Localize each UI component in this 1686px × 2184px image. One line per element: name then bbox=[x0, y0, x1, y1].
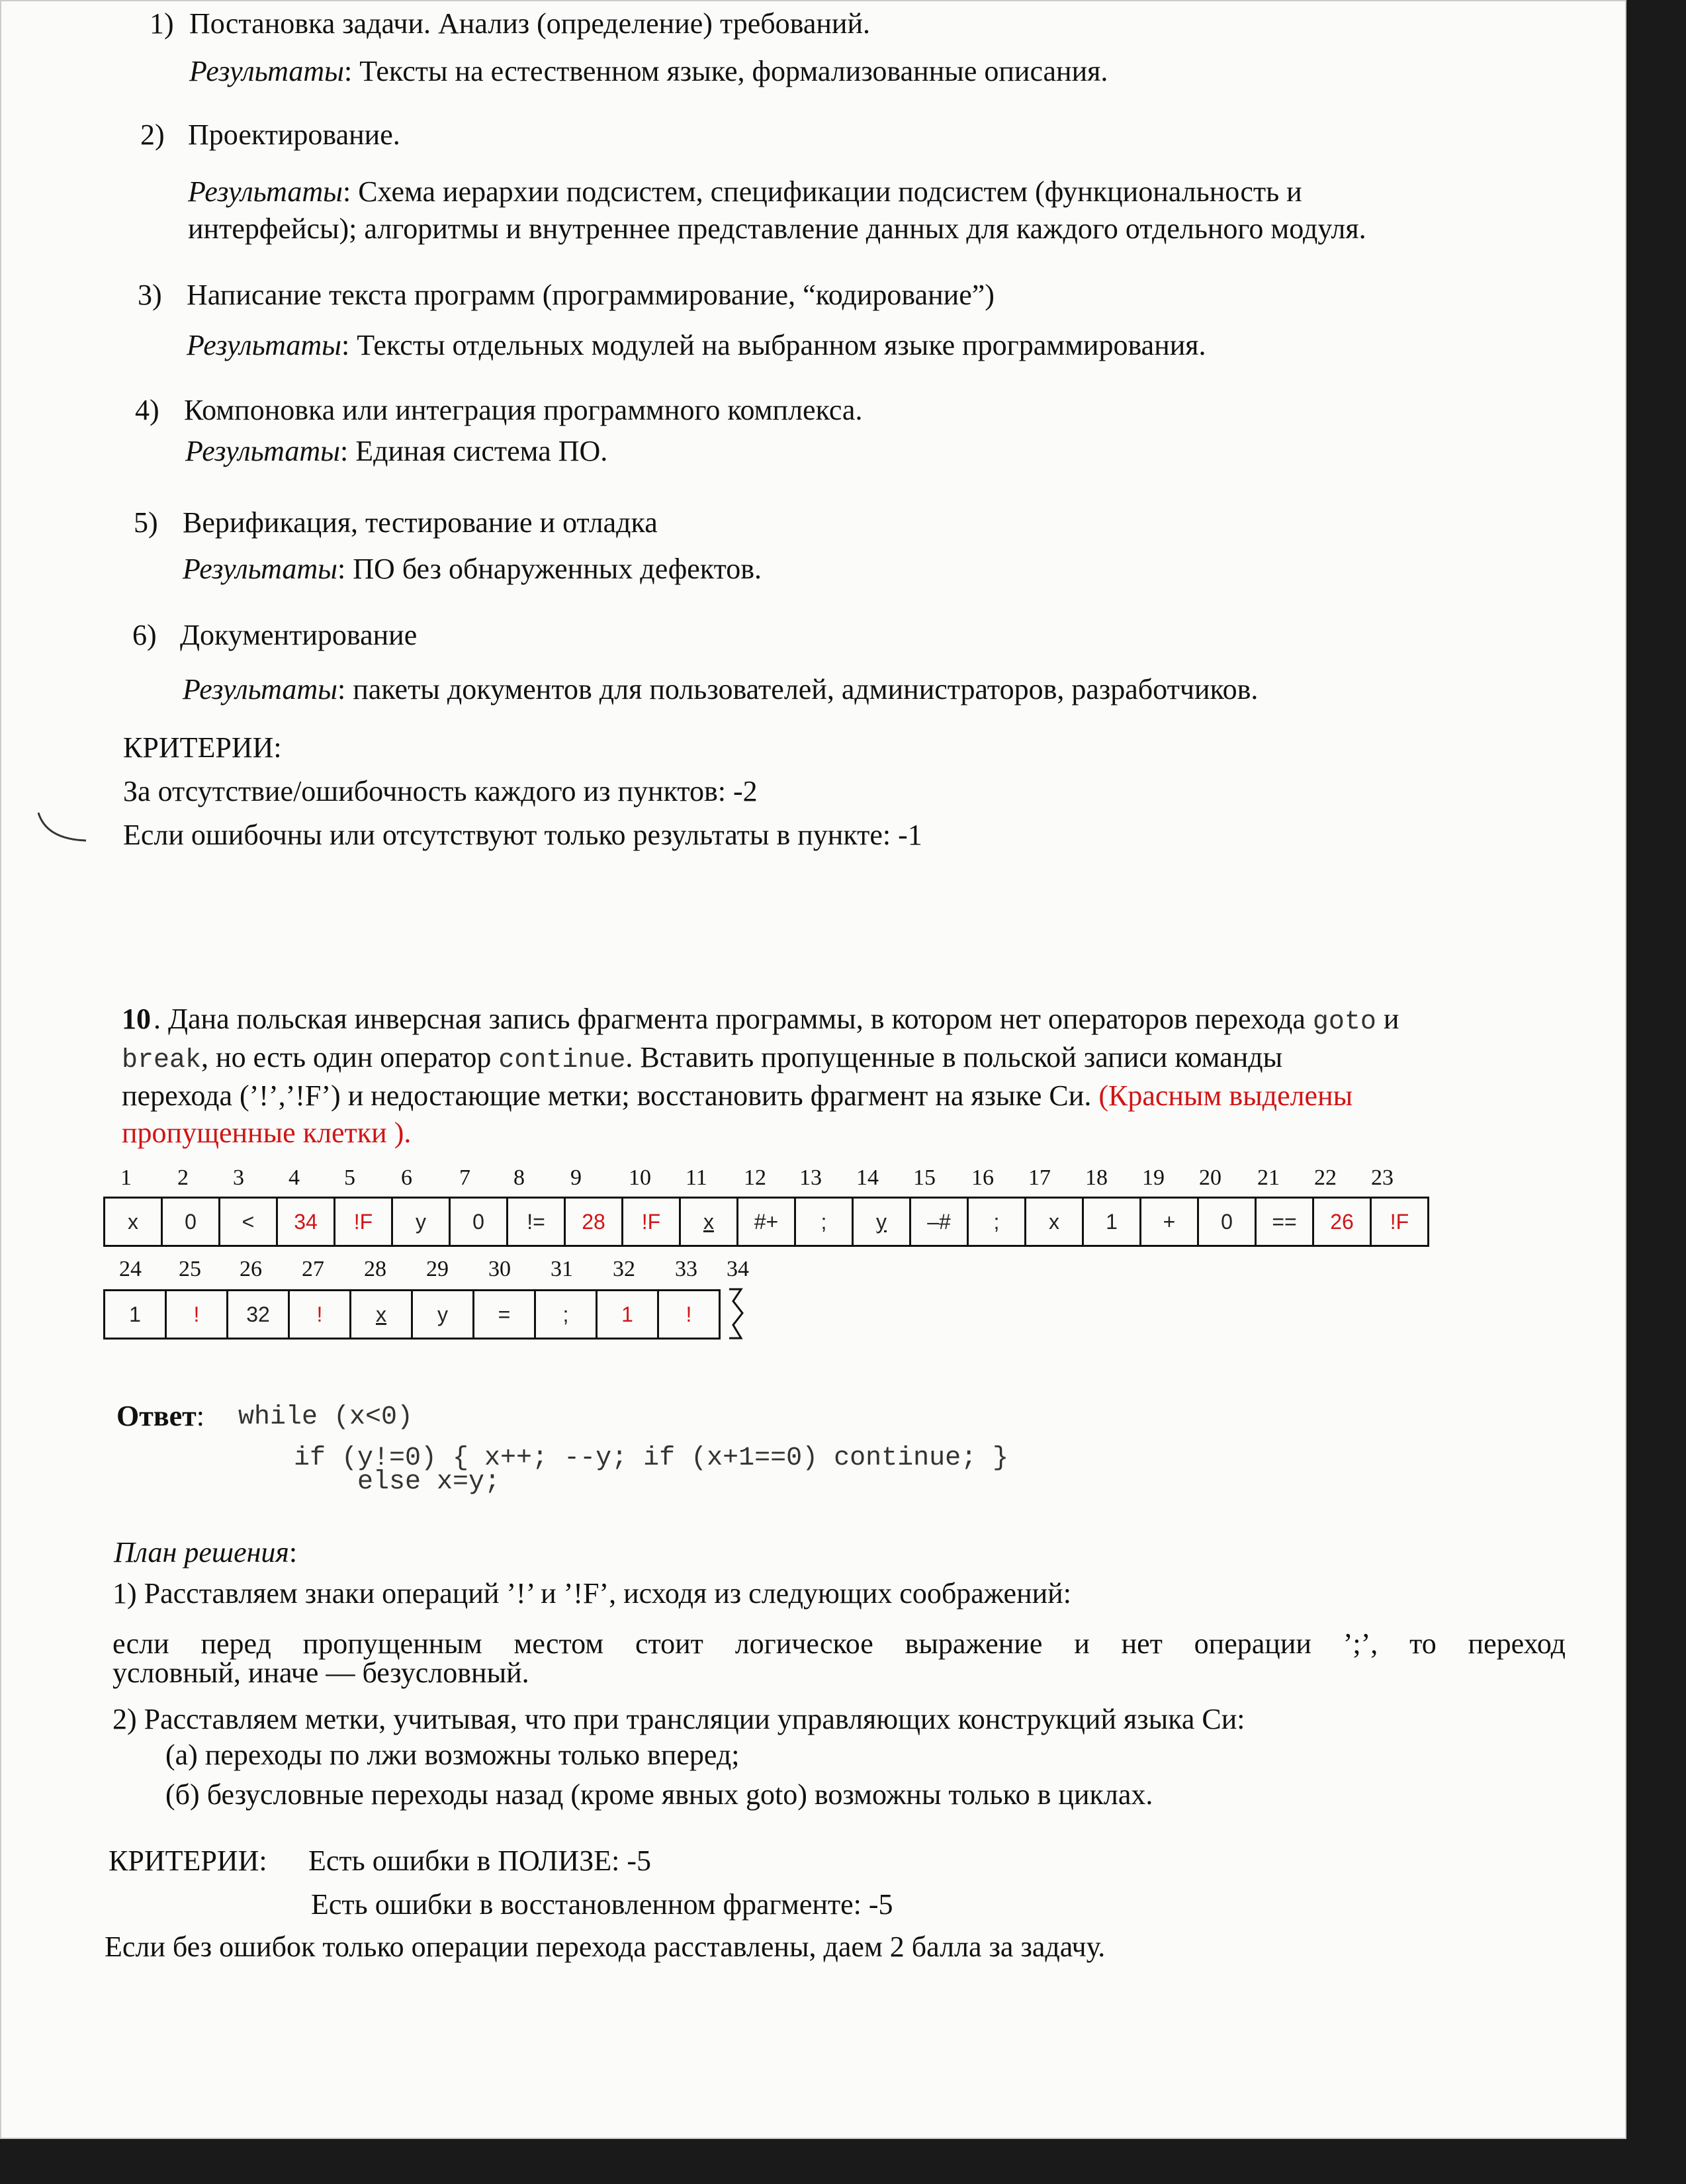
plan-title-text: План решения bbox=[114, 1536, 289, 1569]
cell-index: 6 bbox=[401, 1165, 412, 1190]
table-cell: 1 bbox=[597, 1291, 658, 1339]
cell-index: 10 bbox=[629, 1165, 651, 1190]
criteria-2-line-1: Есть ошибки в ПОЛИЗЕ: -5 bbox=[308, 1844, 651, 1877]
table-cell: –# bbox=[910, 1198, 968, 1246]
step-4-title: Компоновка или интеграция программного комплекса. bbox=[184, 394, 863, 426]
table-2-indices bbox=[0, 1256, 794, 1283]
table-cell: ; bbox=[968, 1198, 1026, 1246]
plan-line-6: (б) безусловные переходы назад (кроме явных goto) возможны только в циклах. bbox=[165, 1778, 1153, 1811]
cell-index: 29 bbox=[426, 1257, 449, 1281]
results-label: Результаты bbox=[189, 55, 344, 87]
task-text: . Дана польская инверсная запись фрагмента программы, в котором нет операторов перехода bbox=[154, 1003, 1313, 1035]
keyword-goto: goto bbox=[1312, 1007, 1376, 1037]
criteria-1-line-1: За отсутствие/ошибочность каждого из пунктов: -2 bbox=[123, 775, 758, 807]
results-text: : Тексты на естественном языке, формализованные описания. bbox=[343, 55, 1108, 87]
table-cell: 0 bbox=[1198, 1198, 1256, 1246]
table-cell: 34 bbox=[277, 1198, 335, 1246]
cell-index: 19 bbox=[1142, 1165, 1165, 1190]
answer-title: Ответ bbox=[116, 1400, 197, 1432]
cell-index: 31 bbox=[551, 1257, 573, 1281]
table-cell: !F bbox=[335, 1198, 392, 1246]
results-text: : пакеты документов для пользователей, администраторов, разработчиков. bbox=[337, 673, 1259, 705]
step-1-results bbox=[189, 54, 1108, 89]
task-10-number: 10 bbox=[122, 1003, 151, 1035]
cell-index: 27 bbox=[302, 1257, 324, 1281]
step-3-title: Написание текста программ (программирование, “кодирование”) bbox=[187, 279, 995, 311]
results-text: : Единая система ПО. bbox=[339, 435, 608, 467]
cell-index: 21 bbox=[1257, 1165, 1280, 1190]
table-cell: != bbox=[508, 1198, 565, 1246]
keyword-break: break bbox=[122, 1046, 202, 1075]
results-label: Результаты bbox=[183, 553, 337, 585]
cell-index: 12 bbox=[744, 1165, 766, 1190]
task-10-line-3 bbox=[122, 1079, 1353, 1113]
results-text: : ПО без обнаруженных дефектов. bbox=[337, 553, 762, 585]
table-cell: ! bbox=[289, 1291, 351, 1339]
step-6-results bbox=[183, 672, 1258, 707]
polish-notation-table-2 bbox=[103, 1289, 721, 1340]
cell-index: 28 bbox=[364, 1257, 386, 1281]
table-cell: y bbox=[392, 1198, 450, 1246]
polish-notation-table-1 bbox=[103, 1197, 1429, 1247]
task-text: . Вставить пропущенные в польской записи команды bbox=[625, 1041, 1283, 1073]
criteria-2-line-3: Если без ошибок только операции перехода расставлены, даем 2 балла за задачу. bbox=[105, 1931, 1106, 1963]
step-3-number: 3) bbox=[138, 279, 162, 311]
cell-index: 13 bbox=[799, 1165, 822, 1190]
cell-index: 4 bbox=[288, 1165, 300, 1190]
task-text: и bbox=[1376, 1003, 1399, 1035]
step-4-results bbox=[185, 434, 607, 469]
step-1-number: 1) bbox=[150, 7, 174, 40]
cell-index: 33 bbox=[675, 1257, 697, 1281]
cell-index: 9 bbox=[570, 1165, 582, 1190]
cell-index: 16 bbox=[971, 1165, 994, 1190]
results-label: Результаты bbox=[188, 175, 343, 208]
table-cell: 1 bbox=[105, 1291, 166, 1339]
step-3-results bbox=[187, 328, 1206, 363]
plan-line-2: если перед пропущенным местом стоит логическое выражение и нет операции ’;’, то переход bbox=[112, 1627, 1566, 1660]
cell-index: 8 bbox=[513, 1165, 525, 1190]
answer-code-line-1: while (x<0) bbox=[238, 1402, 414, 1432]
table-cell: 26 bbox=[1313, 1198, 1371, 1246]
table-row bbox=[105, 1291, 720, 1339]
results-text: : Тексты отдельных модулей на выбранном языке программирования. bbox=[341, 329, 1206, 361]
table-cell: !F bbox=[1371, 1198, 1429, 1246]
criteria-1-line-2: Если ошибочны или отсутствуют только результаты в пункте: -1 bbox=[123, 819, 922, 851]
table-torn-edge bbox=[727, 1287, 753, 1341]
task-10-line-4: пропущенные клетки ). bbox=[122, 1116, 412, 1149]
step-5-title: Верификация, тестирование и отладка bbox=[183, 506, 658, 539]
step-5-number: 5) bbox=[134, 506, 158, 539]
cell-index: 7 bbox=[459, 1165, 470, 1190]
table-cell: y bbox=[853, 1198, 910, 1246]
cell-index: 20 bbox=[1199, 1165, 1221, 1190]
answer-code-line-3: else x=y; bbox=[357, 1467, 501, 1497]
step-2-results bbox=[188, 175, 1302, 209]
plan-line-5: (а) переходы по лжи возможны только вперед; bbox=[165, 1739, 740, 1771]
criteria-2-label: КРИТЕРИИ: bbox=[109, 1844, 267, 1877]
cell-index: 18 bbox=[1085, 1165, 1108, 1190]
step-6-title: Документирование bbox=[180, 619, 418, 651]
answer-label bbox=[116, 1399, 204, 1433]
plan-title bbox=[114, 1535, 297, 1570]
table-cell: + bbox=[1141, 1198, 1198, 1246]
red-note: (Красным выделены bbox=[1098, 1079, 1353, 1112]
table-cell: 0 bbox=[162, 1198, 220, 1246]
table-cell: x bbox=[1026, 1198, 1083, 1246]
keyword-continue: continue bbox=[498, 1046, 626, 1075]
cell-index: 30 bbox=[488, 1257, 511, 1281]
criteria-1-title: КРИТЕРИИ: bbox=[123, 731, 282, 764]
table-cell: y bbox=[412, 1291, 474, 1339]
criteria-2-line-2: Есть ошибки в восстановленном фрагменте: -5 bbox=[311, 1888, 893, 1921]
cell-index: 17 bbox=[1028, 1165, 1051, 1190]
task-text: , но есть один оператор bbox=[201, 1041, 499, 1073]
table-cell: x bbox=[105, 1198, 162, 1246]
step-2-results-cont: интерфейсы); алгоритмы и внутреннее представление данных для каждого отдельного модуля. bbox=[188, 212, 1366, 245]
cell-index: 26 bbox=[240, 1257, 262, 1281]
table-1-indices bbox=[0, 1165, 1522, 1191]
answer-code-line-2: if (y!=0) { x++; --y; if (x+1==0) continue; } bbox=[294, 1443, 1009, 1473]
step-4-number: 4) bbox=[135, 394, 159, 426]
plan-line-3: условный, иначе — безусловный. bbox=[112, 1657, 529, 1689]
table-cell: < bbox=[220, 1198, 277, 1246]
step-5-results bbox=[183, 552, 762, 586]
table-cell: ! bbox=[658, 1291, 720, 1339]
cell-index: 2 bbox=[177, 1165, 189, 1190]
results-label: Результаты bbox=[187, 329, 341, 361]
table-cell: x bbox=[351, 1291, 412, 1339]
answer-colon: : bbox=[196, 1400, 204, 1432]
cell-index: 24 bbox=[119, 1257, 142, 1281]
table-row bbox=[105, 1198, 1429, 1246]
cell-index: 5 bbox=[344, 1165, 355, 1190]
margin-pencil-mark bbox=[33, 807, 93, 847]
cell-index: 25 bbox=[179, 1257, 201, 1281]
cell-index: 3 bbox=[233, 1165, 244, 1190]
plan-line-1: 1) Расставляем знаки операций ’!’ и ’!F’, исходя из следующих соображений: bbox=[112, 1577, 1071, 1610]
table-cell: 0 bbox=[450, 1198, 508, 1246]
table-cell: x bbox=[680, 1198, 738, 1246]
task-10-line-2 bbox=[122, 1040, 1282, 1078]
table-cell: #+ bbox=[738, 1198, 795, 1246]
step-2-title: Проектирование. bbox=[188, 118, 400, 151]
plan-line-4: 2) Расставляем метки, учитывая, что при трансляции управляющих конструкций языка Си: bbox=[112, 1703, 1245, 1735]
cell-index: 34 bbox=[727, 1257, 749, 1281]
table-cell: 32 bbox=[228, 1291, 289, 1339]
cell-index: 22 bbox=[1314, 1165, 1337, 1190]
table-cell: 1 bbox=[1083, 1198, 1141, 1246]
task-text: перехода (’!’,’!F’) и недостающие метки; восстановить фрагмент на языке Си. bbox=[122, 1079, 1092, 1112]
task-10-line-1 bbox=[154, 1002, 1399, 1040]
table-cell: = bbox=[474, 1291, 535, 1339]
cell-index: 1 bbox=[120, 1165, 132, 1190]
table-cell: !F bbox=[623, 1198, 680, 1246]
table-cell: ; bbox=[795, 1198, 853, 1246]
cell-index: 14 bbox=[856, 1165, 879, 1190]
cell-index: 32 bbox=[613, 1257, 635, 1281]
results-label: Результаты bbox=[183, 673, 337, 705]
results-text: : Схема иерархии подсистем, спецификации подсистем (функциональность и bbox=[342, 175, 1302, 208]
table-cell: ; bbox=[535, 1291, 597, 1339]
results-label: Результаты bbox=[185, 435, 340, 467]
table-cell: ! bbox=[166, 1291, 228, 1339]
cell-index: 23 bbox=[1371, 1165, 1394, 1190]
step-2-number: 2) bbox=[140, 118, 165, 151]
table-cell: 28 bbox=[565, 1198, 623, 1246]
cell-index: 11 bbox=[686, 1165, 707, 1190]
cell-index: 15 bbox=[913, 1165, 936, 1190]
step-6-number: 6) bbox=[132, 619, 157, 651]
table-cell: == bbox=[1256, 1198, 1313, 1246]
plan-colon: : bbox=[288, 1536, 298, 1569]
step-1-title: Постановка задачи. Анализ (определение) требований. bbox=[189, 7, 870, 40]
